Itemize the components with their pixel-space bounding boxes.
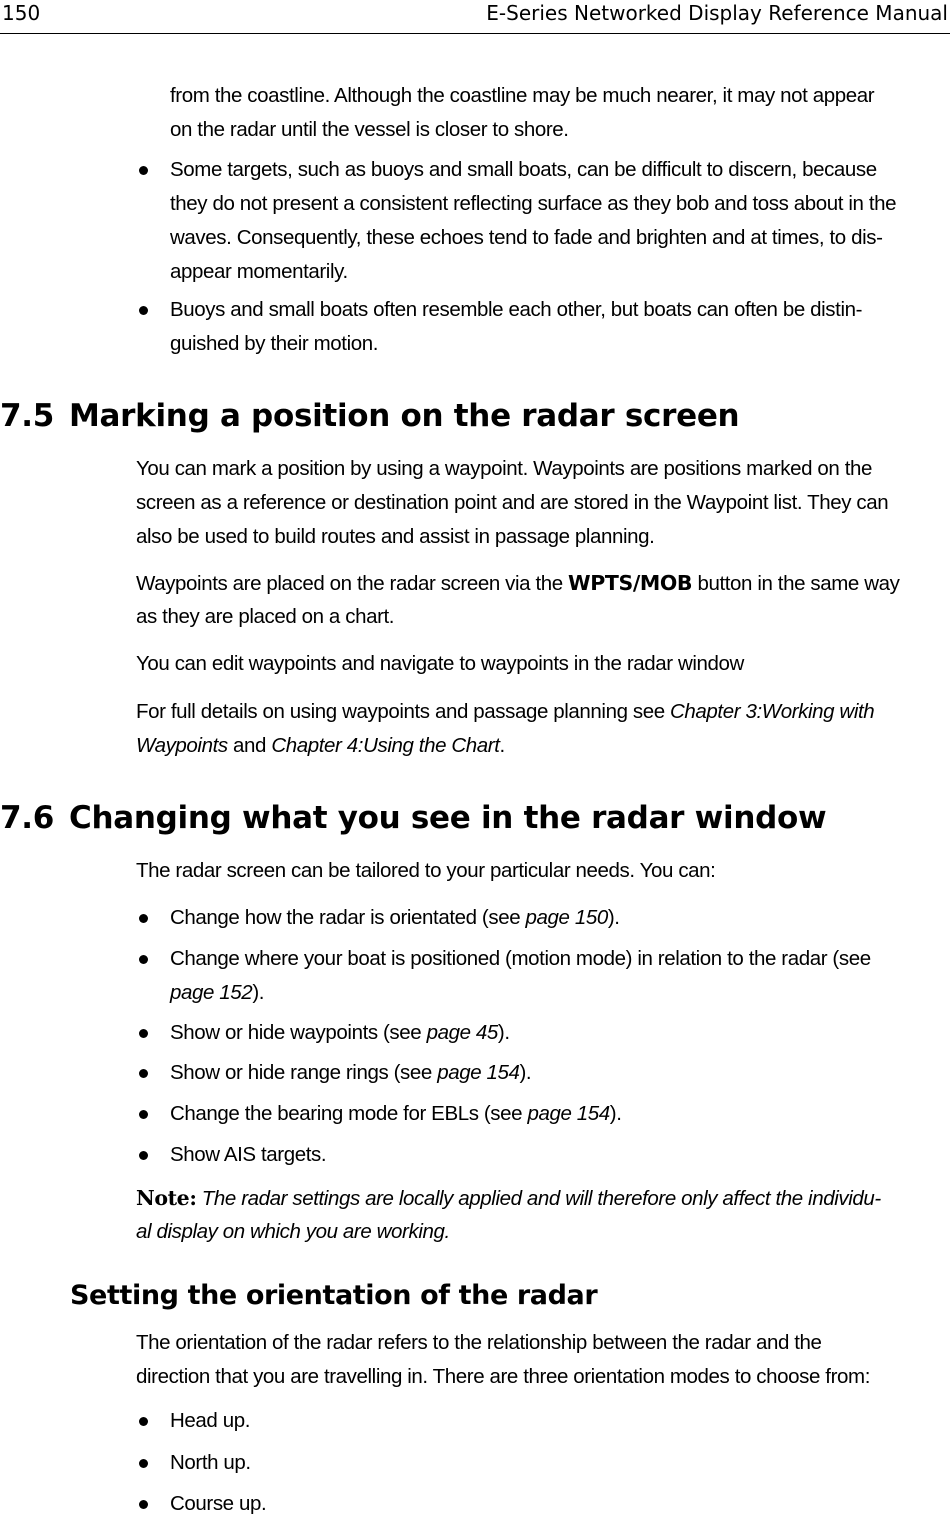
text-run: ). bbox=[609, 1102, 622, 1125]
bullet-text-line bbox=[170, 901, 948, 935]
bullet-text-line: Some targets, such as buoys and small boats, can be difficult to discern, because bbox=[170, 158, 877, 181]
chapter-3-link[interactable]: Chapter 3:Working with bbox=[670, 700, 875, 723]
subsection-heading-orientation: Setting the orientation of the radar bbox=[70, 1280, 598, 1311]
bullet-text-line: waves. Consequently, these echoes tend to fade and brighten and at times, to dis- bbox=[170, 226, 883, 249]
bullet-text-line: guished by their motion. bbox=[170, 332, 379, 355]
orientation-mode-north-up: North up. bbox=[170, 1451, 251, 1474]
page-link[interactable]: page 154 bbox=[437, 1061, 520, 1084]
paragraph-line bbox=[136, 566, 948, 601]
paragraph-line bbox=[136, 729, 948, 763]
bullet-text-line bbox=[170, 976, 948, 1010]
bullet-dot bbox=[139, 306, 148, 315]
paragraph-line: as they are placed on a chart. bbox=[136, 605, 395, 628]
bullet-dot bbox=[139, 1110, 148, 1119]
section-title: Changing what you see in the radar window bbox=[69, 800, 827, 836]
paragraph-line: You can mark a position by using a waypoint. Waypoints are positions marked on the bbox=[136, 457, 873, 480]
manual-title: E-Series Networked Display Reference Manual bbox=[486, 1, 948, 25]
text-run: ). bbox=[252, 981, 265, 1004]
text-run: Show or hide range rings (see bbox=[170, 1061, 438, 1084]
bullet-dot bbox=[139, 166, 148, 175]
paragraph-line: also be used to build routes and assist in passage planning. bbox=[136, 525, 655, 548]
bullet-text-line: they do not present a consistent reflecting surface as they bob and toss about in the bbox=[170, 192, 897, 215]
text-run: ). bbox=[607, 906, 620, 929]
page-link[interactable]: page 154 bbox=[527, 1102, 610, 1125]
orientation-mode-head-up: Head up. bbox=[170, 1409, 251, 1432]
text-run: For full details on using waypoints and passage planning see bbox=[136, 700, 671, 723]
bullet-dot bbox=[139, 1459, 148, 1468]
bullet-dot bbox=[139, 1500, 148, 1509]
bullet-text-line: Buoys and small boats often resemble each other, but boats can often be distin- bbox=[170, 298, 863, 321]
orientation-mode-course-up: Course up. bbox=[170, 1492, 267, 1515]
bullet-dot bbox=[139, 1417, 148, 1426]
bullet-text-line: Show AIS targets. bbox=[170, 1143, 327, 1166]
bullet-dot bbox=[139, 955, 148, 964]
paragraph-line: The radar screen can be tailored to your particular needs. You can: bbox=[136, 859, 716, 882]
text-run: ). bbox=[519, 1061, 532, 1084]
paragraph-line bbox=[136, 695, 948, 729]
bullet-text-line bbox=[170, 1016, 948, 1050]
paragraph-line: screen as a reference or destination point and are stored in the Waypoint list. They can bbox=[136, 491, 889, 514]
continuation-line: from the coastline. Although the coastline may be much nearer, it may not appear bbox=[170, 84, 875, 107]
section-number: 7.6 bbox=[0, 800, 55, 836]
chapter-3-link-continued[interactable]: Waypoints bbox=[136, 734, 228, 757]
bullet-text-line: Change where your boat is positioned (motion mode) in relation to the radar (see bbox=[170, 947, 871, 970]
note-line bbox=[136, 1181, 948, 1216]
paragraph-line: The orientation of the radar refers to the relationship between the radar and the bbox=[136, 1331, 822, 1354]
wpts-mob-button-label: WPTS/MOB bbox=[568, 571, 693, 595]
bullet-dot bbox=[139, 1029, 148, 1038]
bullet-text-line bbox=[170, 1056, 948, 1090]
text-run: Waypoints are placed on the radar screen via the bbox=[136, 572, 569, 595]
bullet-dot bbox=[139, 1069, 148, 1078]
bullet-text-line: appear momentarily. bbox=[170, 260, 348, 283]
bullet-text-line bbox=[170, 1097, 948, 1131]
note-label: Note: bbox=[136, 1186, 197, 1210]
section-number: 7.5 bbox=[0, 398, 55, 434]
bullet-dot bbox=[139, 1151, 148, 1160]
text-run: . bbox=[499, 734, 505, 757]
paragraph-line: You can edit waypoints and navigate to waypoints in the radar window bbox=[136, 652, 744, 675]
bullet-dot bbox=[139, 914, 148, 923]
note-line: al display on which you are working. bbox=[136, 1220, 450, 1243]
text-run: ). bbox=[497, 1021, 510, 1044]
page-link[interactable]: page 150 bbox=[525, 906, 608, 929]
chapter-4-link[interactable]: Chapter 4:Using the Chart bbox=[271, 734, 500, 757]
section-title: Marking a position on the radar screen bbox=[69, 398, 740, 434]
page-link[interactable]: page 152 bbox=[170, 981, 253, 1004]
text-run: button in the same way bbox=[692, 572, 900, 595]
page-number: 150 bbox=[2, 1, 41, 25]
text-run: Change how the radar is orientated (see bbox=[170, 906, 526, 929]
page-link[interactable]: page 45 bbox=[426, 1021, 498, 1044]
continuation-line: on the radar until the vessel is closer to shore. bbox=[170, 118, 569, 141]
note-text: The radar settings are locally applied and will therefore only affect the individu- bbox=[201, 1187, 881, 1210]
text-run: Show or hide waypoints (see bbox=[170, 1021, 427, 1044]
text-run: Change the bearing mode for EBLs (see bbox=[170, 1102, 528, 1125]
text-run: and bbox=[227, 734, 272, 757]
paragraph-line: direction that you are travelling in. There are three orientation modes to choose from: bbox=[136, 1365, 870, 1388]
